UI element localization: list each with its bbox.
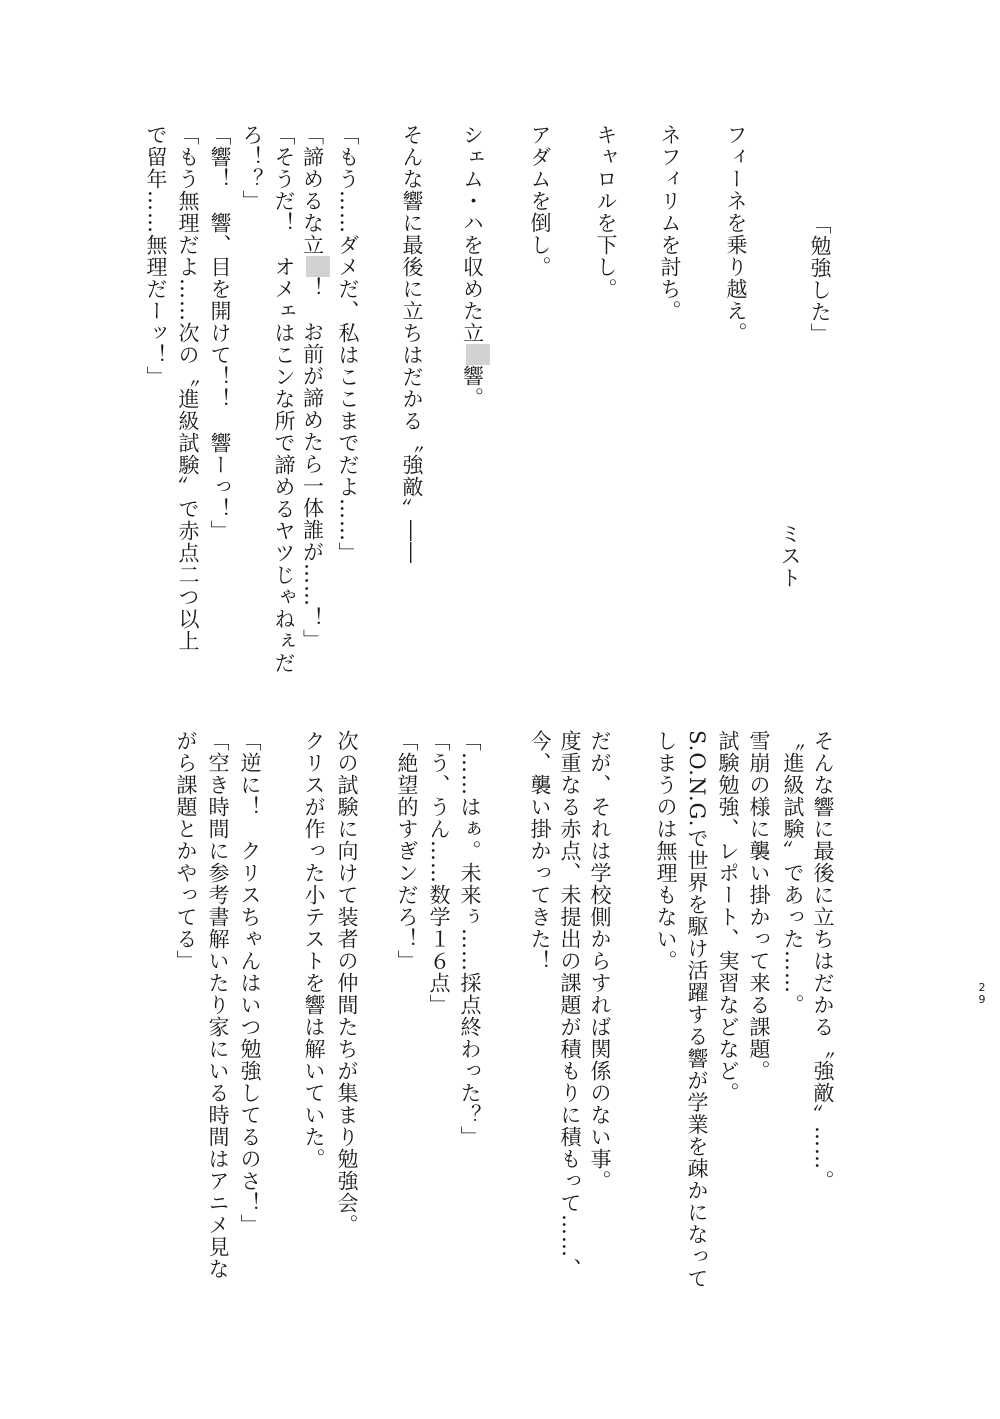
text-line: アダムを倒し。 bbox=[528, 124, 552, 278]
dialogue-line: 「……はぁ。未来ぅ……採点終わった？」 bbox=[458, 730, 482, 1148]
text-line: 〝進級試験〟であった……。 bbox=[781, 730, 805, 1016]
page-number bbox=[977, 982, 987, 1006]
dialogue-line bbox=[302, 124, 330, 651]
text-line bbox=[462, 124, 490, 409]
dialogue-line: がら課題とかやってる」 bbox=[174, 730, 198, 972]
text-line: しまうのは無理もない。 bbox=[654, 730, 678, 972]
dialogue-line: 「空き時間に参考書解いたり家にいる時間はアニメ見な bbox=[206, 730, 230, 1280]
page-number-digit: 2 bbox=[978, 981, 986, 994]
dialogue-line: 「響！ 響、目を開けて！！ 響ーっ！」 bbox=[208, 124, 232, 542]
text-line: キャロルを下し。 bbox=[594, 124, 618, 300]
dialogue-line: 「う、うん……数学１６点」 bbox=[427, 730, 451, 1016]
dialogue-line: 「そうだ！ オメェはこンな所で諦めるヤツじゃねぇだ bbox=[272, 124, 296, 674]
story-title: 「勉強した」 bbox=[808, 213, 832, 345]
dialogue-line: 「もう無理だよ……次の〝進級試験〟で赤点二つ以上 bbox=[176, 124, 200, 652]
censor-block bbox=[466, 344, 490, 365]
text-part: シェム・ハを収めた立 bbox=[460, 124, 485, 344]
dialogue-line: で留年……無理だーッ！」 bbox=[144, 124, 168, 388]
text-line: 雪崩の様に襲い掛かって来る課題。 bbox=[747, 730, 771, 1082]
text-line: クリスが作った小テストを響は解いていた。 bbox=[302, 730, 326, 1170]
author-name: ミスト bbox=[778, 523, 802, 589]
text-line: 次の試験に向けて装者の仲間たちが集まり勉強会。 bbox=[335, 730, 359, 1236]
text-line: そんな響に最後に立ちはだかる〝強敵〟―― bbox=[400, 124, 424, 564]
text-part: ！ お前が諦めたら一体誰が……！」 bbox=[300, 277, 325, 651]
dialogue-line: 「逆に！ クリスちゃんはいつ勉強してるのさ！」 bbox=[238, 730, 262, 1236]
text-line: 試験勉強、レポート、実習などなど。 bbox=[716, 730, 740, 1104]
text-line: ネフィリムを討ち。 bbox=[658, 124, 682, 322]
text-line: フィーネを乗り越え。 bbox=[724, 124, 748, 344]
text-line: だが、それは学校側からすれば関係のない事。 bbox=[588, 730, 612, 1192]
text-line: そんな響に最後に立ちはだかる〝強敵〟……。 bbox=[811, 730, 835, 1192]
dialogue-line: 「絶望的すぎンだろ！」 bbox=[395, 730, 419, 972]
dialogue-line: ろ！？」 bbox=[240, 124, 264, 212]
text-part: 響。 bbox=[460, 365, 485, 409]
dialogue-line: 「もう……ダメだ、私はここまでだよ……」 bbox=[336, 124, 360, 564]
page-number-digit: 9 bbox=[978, 993, 986, 1006]
text-line: S.O.N.G.で世界を駆け活躍する響が学業を疎かになって bbox=[685, 730, 709, 1290]
text-line: 今、襲い掛かってきた！ bbox=[528, 730, 552, 972]
text-part: 「諦めるな立 bbox=[300, 124, 325, 256]
text-line: 度重なる赤点、未提出の課題が積もりに積もって……、 bbox=[558, 730, 582, 1280]
censor-block bbox=[306, 256, 330, 277]
